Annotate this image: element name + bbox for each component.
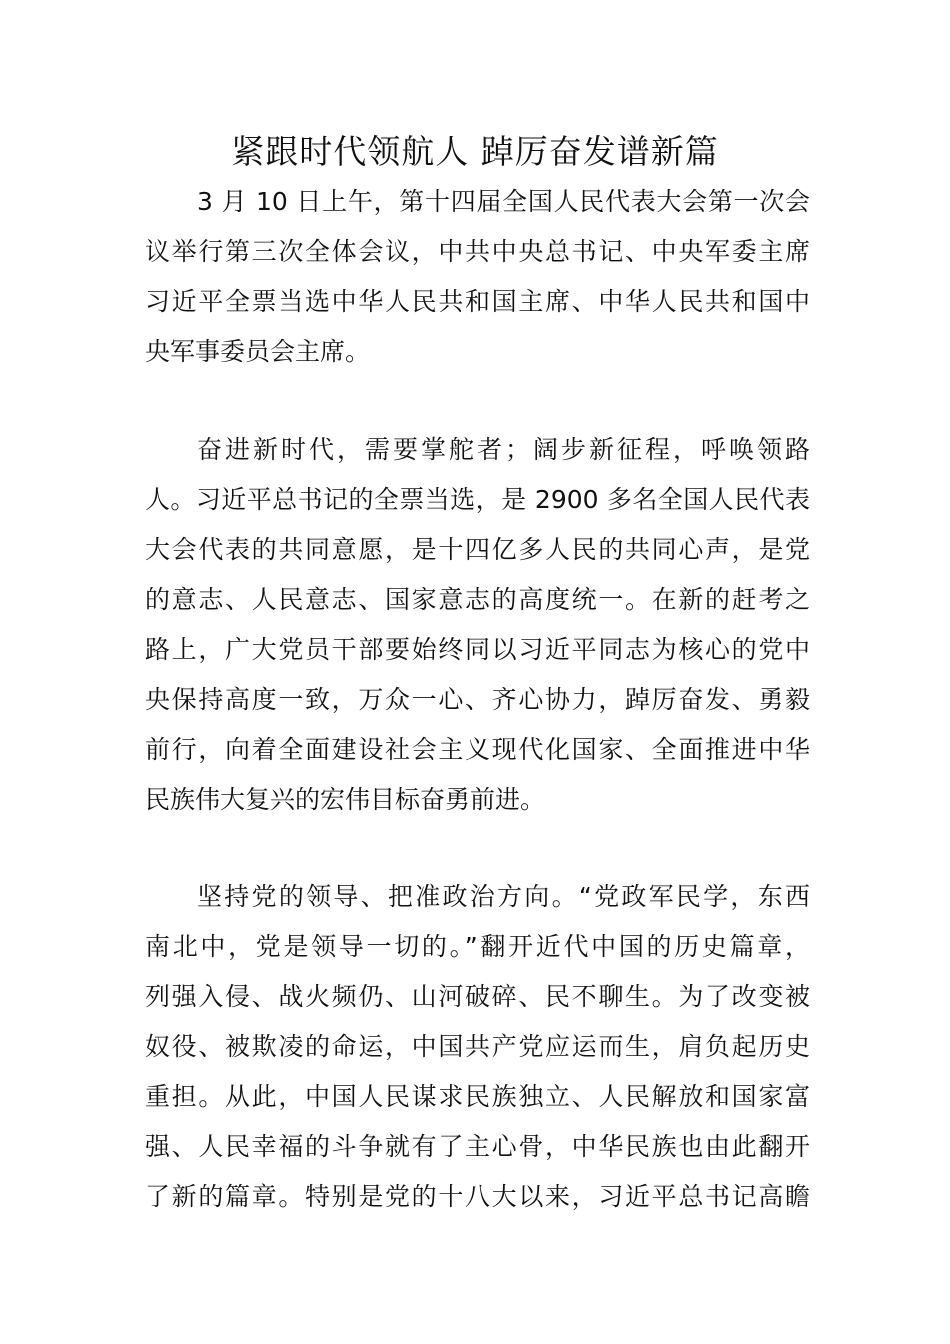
paragraph-3: [145, 872, 810, 1222]
paragraph-1: [145, 177, 810, 377]
paragraph-line: 央保持高度一致，万众一心、齐心协力，踔厉奋发、勇毅: [145, 685, 810, 714]
paragraph-line: 了新的篇章。特别是党的十八大以来，习近平总书记高瞻: [145, 1182, 810, 1211]
paragraph-line: 列强入侵、战火频仍、山河破碎、民不聊生。为了改变被: [145, 982, 810, 1011]
paragraph-line: 奴役、被欺凌的命运，中国共产党应运而生，肩负起历史: [145, 1032, 810, 1061]
paragraph-line: 重担。从此，中国人民谋求民族独立、人民解放和国家富: [145, 1082, 810, 1111]
paragraph-line: 3 月 10 日上午，第十四届全国人民代表大会第一次会: [197, 187, 810, 216]
paragraph-line: 央军事委员会主席。: [145, 337, 371, 366]
paragraph-line: 大会代表的共同意愿，是十四亿多人民的共同心声，是党: [145, 535, 810, 564]
paragraph-line: 习近平全票当选中华人民共和国主席、中华人民共和国中: [145, 287, 810, 316]
paragraph-line: 强、人民幸福的斗争就有了主心骨，中华民族也由此翻开: [145, 1132, 810, 1161]
paragraph-line: 坚持党的领导、把准政治方向。“党政军民学，东西: [197, 882, 810, 911]
document-title: 紧跟时代领航人 踔厉奋发谱新篇: [231, 132, 719, 171]
paragraph-line: 奋进新时代，需要掌舵者；阔步新征程，呼唤领路: [197, 435, 810, 464]
paragraph-line: 路上，广大党员干部要始终同以习近平同志为核心的党中: [145, 635, 810, 664]
paragraph-line: 的意志、人民意志、国家意志的高度统一。在新的赶考之: [145, 585, 810, 614]
paragraph-line: 议举行第三次全体会议，中共中央总书记、中央军委主席: [145, 237, 810, 266]
paragraph-line: 前行，向着全面建设社会主义现代化国家、全面推进中华: [145, 735, 810, 764]
paragraph-2: [145, 425, 810, 825]
paragraph-line: 人。习近平总书记的全票当选，是 2900 多名全国人民代表: [145, 485, 810, 514]
paragraph-line: 民族伟大复兴的宏伟目标奋勇前进。: [145, 785, 546, 814]
paragraph-line: 南北中，党是领导一切的。”翻开近代中国的历史篇章，: [145, 932, 810, 961]
